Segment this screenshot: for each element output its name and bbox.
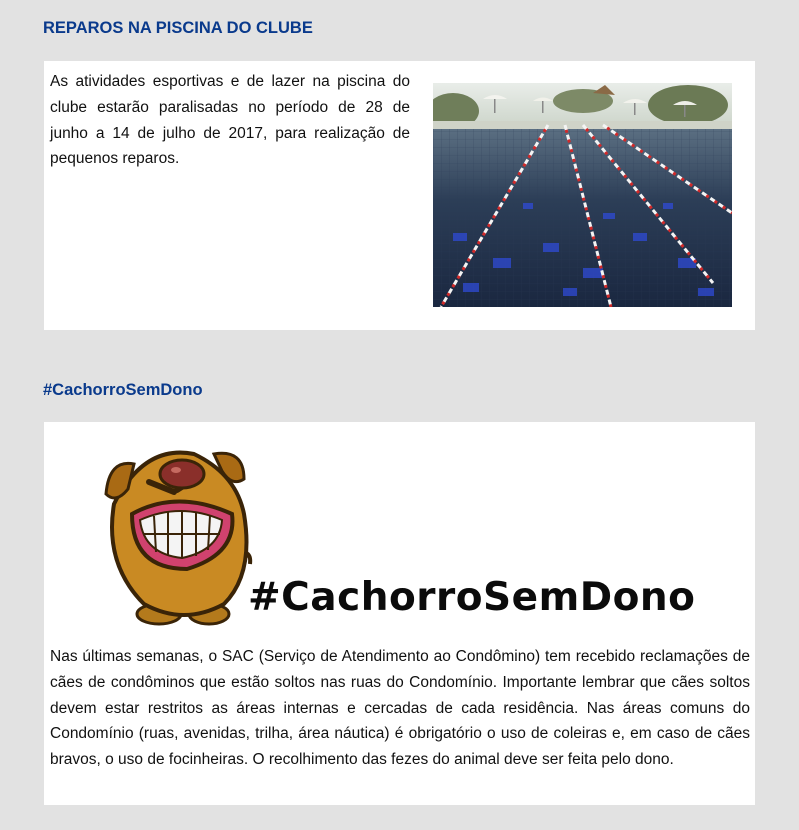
section-title-dogs: #CachorroSemDono [43,381,203,399]
dog-notice-text: Nas últimas semanas, o SAC (Serviço de Atendimento ao Condômino) tem recebido reclamações de cães de condôminos que estão soltos nas ruas do Condomínio. Importante lembrar que cães soltos devem estar restritos as áreas internas e cercadas de cada residência. Nas áreas comuns do Condomínio (ruas, avenidas, trilha, área náutica) é obrigatório o uso de coleiras e, em caso de cães bravos, o uso de focinheiras. O recolhimento das fezes do animal deve ser feita pelo dono. [50,648,750,769]
angry-dog-icon [104,434,254,630]
pool-notice-text: As atividades esportivas e de lazer na piscina do clube estarão paralisadas no período de 28 de junho a 14 de julho de 2017, para realização de pequenos reparos. [50,73,410,168]
dog-notice-card [44,422,755,805]
section-title-pool: REPAROS NA PISCINA DO CLUBE [43,19,313,37]
pool-notice-card [44,61,755,330]
hashtag-graphic-text: #CachorroSemDono [248,575,696,620]
swimming-pool-image [433,83,732,307]
